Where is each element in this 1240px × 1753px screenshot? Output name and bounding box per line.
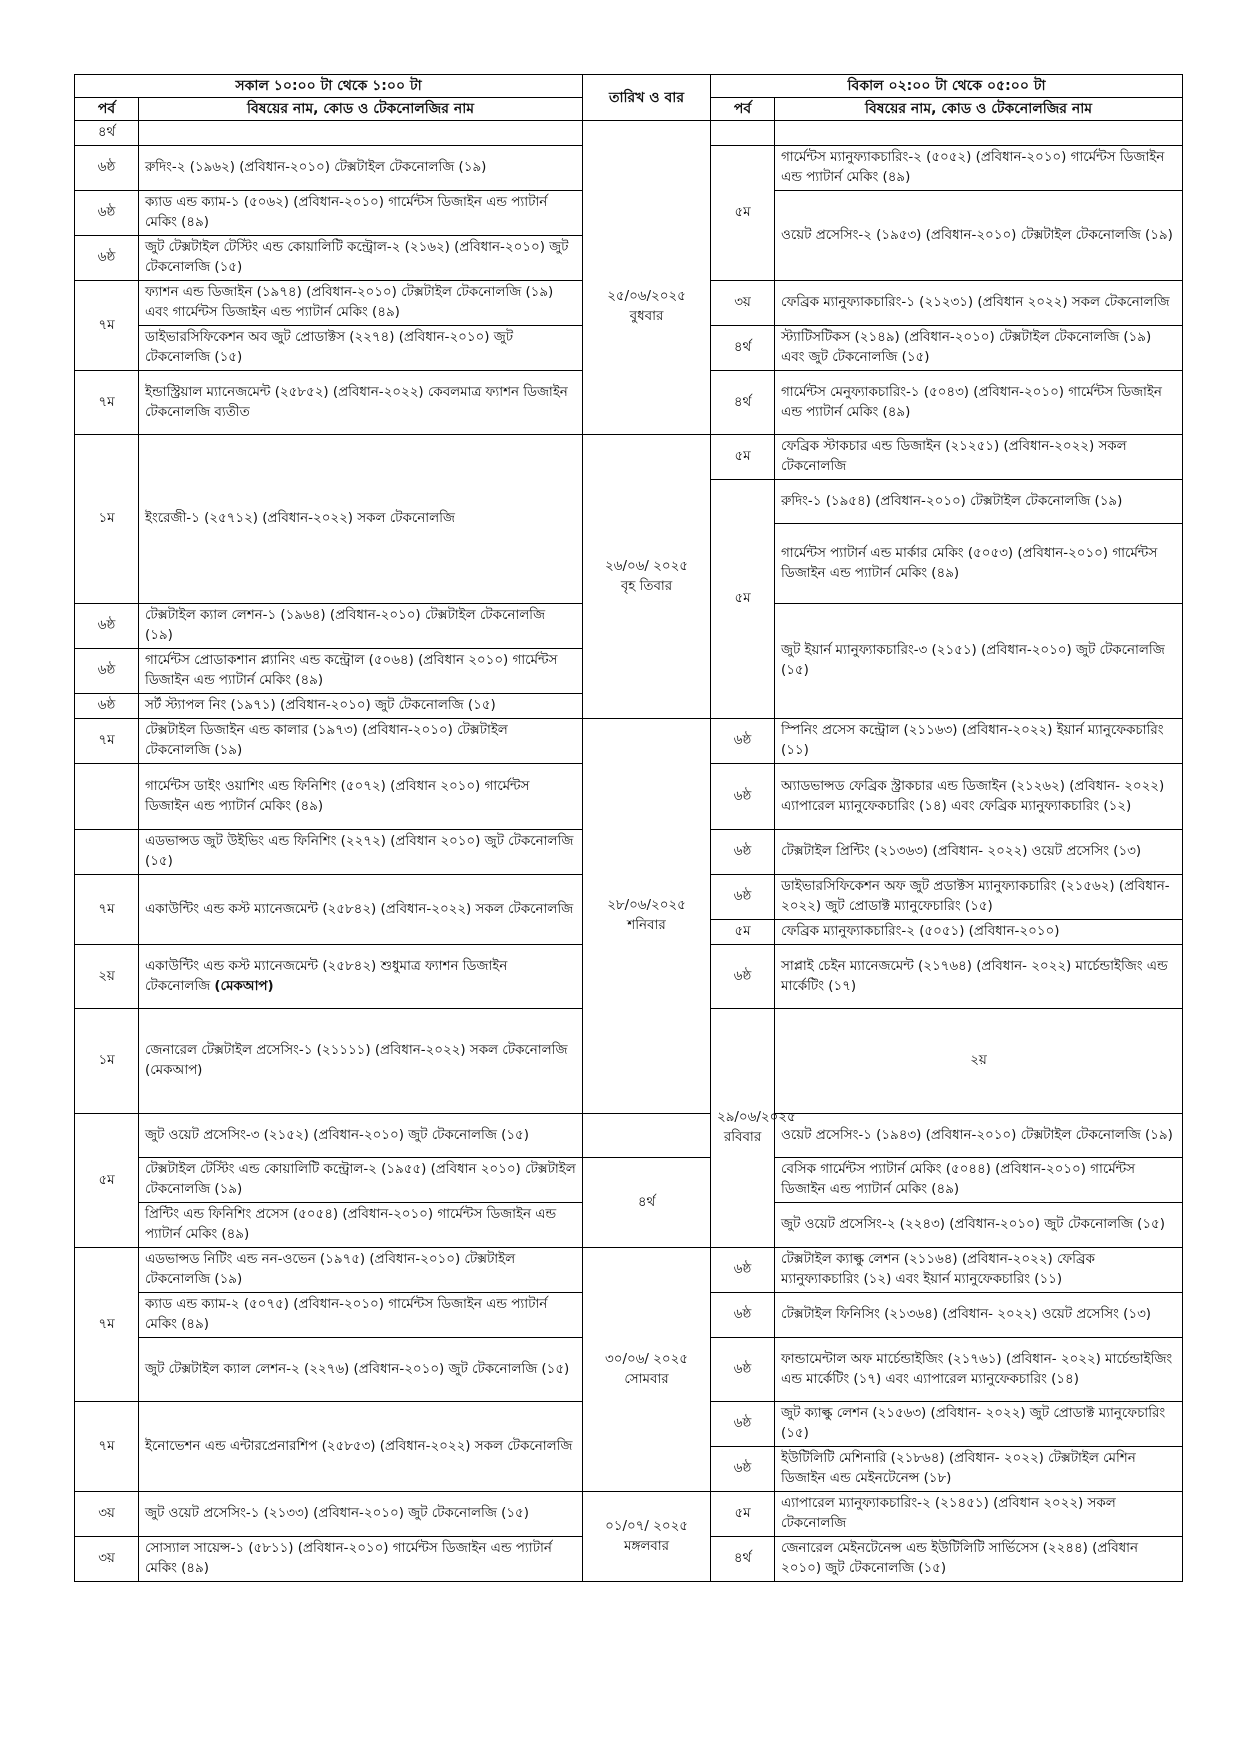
date-day-header: তারিখ ও বার (583, 75, 711, 121)
afternoon-subject: স্পিনিং প্রসেস কন্ট্রোল (২১১৬৩) (প্রবিধান-২০২২) ইয়ার্ন ম্যানুফেকচারিং (১১) (775, 719, 1183, 764)
afternoon-semester: ৪র্থ (711, 1537, 775, 1582)
afternoon-subject: বেসিক গার্মেন্টস প্যাটার্ন মেকিং (৫০৪৪) (প্রবিধান-২০১০) গার্মেন্টস ডিজাইন এন্ড প্যাটার্ন মেকিং (৪৯) (775, 1158, 1183, 1203)
morning-semester: ৫ম (75, 1114, 139, 1248)
afternoon-subject: সাপ্লাই চেইন ম্যানেজমেন্ট (২১৭৬৪) (প্রবিধান- ২০২২) মার্চেন্ডাইজিং এন্ড মার্কেটিং (১৭) (775, 945, 1183, 1009)
afternoon-subject: ওয়েট প্রসেসিং-২ (১৯৫৩) (প্রবিধান-২০১০) টেক্সটাইল টেকনোলজি (১৯) (775, 191, 1183, 281)
exam-date: ০১/০৭/ ২০২৫ মঙ্গলবার (583, 1492, 711, 1582)
afternoon-subject: গার্মেন্টস মেনুফ্যাকচারিং-১ (৫০৪৩) (প্রবিধান-২০১০) গার্মেন্টস ডিজাইন এন্ড প্যাটার্ন মেকিং (৪৯) (775, 371, 1183, 435)
afternoon-subject: টেক্সটাইল ফিনিসিং (২১৩৬৪) (প্রবিধান- ২০২২) ওয়েট প্রসেসিং (১৩) (775, 1293, 1183, 1338)
morning-subject: ইন্ডাস্ট্রিয়াল ম্যানেজমেন্ট (২৫৮৫২) (প্রবিধান-২০২২) কেবলমাত্র ফ্যাশন ডিজাইন টেকনোলজি ব্যতীত (139, 371, 583, 435)
semester-column-header: পর্ব (75, 98, 139, 121)
exam-date: ২৬/০৬/ ২০২৫ বৃহ তিবার (583, 435, 711, 719)
morning-subject: জুট টেক্সটাইল ক্যাল লেশন-২ (২২৭৬) (প্রবিধান-২০১০) জুট টেকনোলজি (১৫) (139, 1338, 583, 1402)
afternoon-semester: ৬ষ্ঠ (711, 1447, 775, 1492)
morning-semester (75, 830, 139, 875)
afternoon-semester: ৪র্থ (583, 1158, 711, 1248)
exam-date: ২৮/০৬/২০২৫ শনিবার (583, 719, 711, 1114)
morning-semester: ৭ম (75, 371, 139, 435)
schedule-row (75, 121, 1183, 146)
morning-subject (139, 121, 583, 146)
afternoon-semester: ৪র্থ (711, 326, 775, 371)
morning-subject: ক্যাড এন্ড ক্যাম-১ (৫০৬২) (প্রবিধান-২০১০) গার্মেন্টস ডিজাইন এন্ড প্যাটার্ন মেকিং (৪৯) (139, 191, 583, 236)
morning-semester: ৬ষ্ঠ (75, 236, 139, 281)
morning-subject: এডভান্সড জুট উইভিং এন্ড ফিনিশিং (২২৭২) (প্রবিধান ২০১০) জুট টেকনোলজি (১৫) (139, 830, 583, 875)
afternoon-semester (711, 121, 775, 146)
morning-semester: ৪র্থ (75, 121, 139, 146)
afternoon-semester: ৬ষ্ঠ (711, 1248, 775, 1293)
schedule-row (75, 1248, 1183, 1293)
morning-semester: ২য় (75, 945, 139, 1009)
exam-routine-page (74, 74, 1182, 1582)
afternoon-semester: ৫ম (711, 480, 775, 719)
morning-semester: ৭ম (75, 1248, 139, 1402)
afternoon-semester: ৬ষ্ঠ (711, 1402, 775, 1447)
morning-semester: ৬ষ্ঠ (75, 191, 139, 236)
morning-subject: এডভান্সড নিটিং এন্ড নন-ওভেন (১৯৭৫) (প্রবিধান-২০১০) টেক্সটাইল টেকনোলজি (১৯) (139, 1248, 583, 1293)
morning-subject: ডাইভারসিফিকেশন অব জুট প্রোডাক্টস (২২৭৪) (প্রবিধান-২০১০) জুট টেকনোলজি (১৫) (139, 326, 583, 371)
afternoon-semester: ৬ষ্ঠ (711, 830, 775, 875)
morning-subject: গার্মেন্টস প্রোডাকশান প্ল্যানিং এন্ড কন্ট্রোল (৫০৬৪) (প্রবিধান ২০১০) গার্মেন্টস ডিজাইন এন্ড প্যাটার্ন মেকিং (৪৯) (139, 649, 583, 694)
afternoon-semester: ৫ম (711, 146, 775, 281)
morning-semester: ১ম (75, 435, 139, 604)
afternoon-subject (775, 121, 1183, 146)
morning-subject: জুট টেক্সটাইল টেস্টিং এন্ড কোয়ালিটি কন্ট্রোল-২ (২১৬২) (প্রবিধান-২০১০) জুট টেকনোলজি (১৫) (139, 236, 583, 281)
schedule-row (75, 435, 1183, 480)
afternoon-semester: ৬ষ্ঠ (711, 945, 775, 1009)
afternoon-semester: ৬ষ্ঠ (711, 1293, 775, 1338)
header-row-time (75, 75, 1183, 98)
afternoon-subject: টেক্সটাইল ক্যাল্কু লেশন (২১১৬৪) (প্রবিধান-২০২২) ফেব্রিক ম্যানুফ্যাকচারিং (১২) এবং ইয়ার্ন ম্যানুফেকচারিং (১১) (775, 1248, 1183, 1293)
afternoon-subject: ওয়েট প্রসেসিং-১ (১৯৪৩) (প্রবিধান-২০১০) টেক্সটাইল টেকনোলজি (১৯) (775, 1114, 1183, 1158)
exam-schedule-table (74, 74, 1183, 1582)
morning-subject: ইনোভেশন এন্ড এন্টারপ্রেনারশিপ (২৫৮৫৩) (প্রবিধান-২০২২) সকল টেকনোলজি (139, 1402, 583, 1492)
afternoon-subject: ফেব্রিক ম্যানুফ্যাকচারিং-২ (৫০৫১) (প্রবিধান-২০১০) (775, 920, 1183, 945)
afternoon-subject: স্ট্যাটিসটিকস (২১৪৯) (প্রবিধান-২০১০) টেক্সটাইল টেকনোলজি (১৯) এবং জুট টেকনোলজি (১৫) (775, 326, 1183, 371)
morning-semester: ৬ষ্ঠ (75, 604, 139, 649)
schedule-row (75, 1158, 1183, 1203)
schedule-row (75, 1492, 1183, 1537)
morning-subject: প্রিন্টিং এন্ড ফিনিশিং প্রসেস (৫০৫৪) (প্রবিধান-২০১০) গার্মেন্টস ডিজাইন এন্ড প্যাটার্ন মেকিং (৪৯) (139, 1203, 583, 1248)
afternoon-subject: ডাইভারসিফিকেশন অফ জুট প্রডাক্টস ম্যানুফ্যাকচারিং (২১৫৬২) (প্রবিধান- ২০২২) জুট প্রোডাক্ট ম্যানুফেচারিং (১৫) (775, 875, 1183, 920)
morning-subject: জেনারেল টেক্সটাইল প্রসেসিং-১ (২১১১১) (প্রবিধান-২০২২) সকল টেকনোলজি (মেকআপ) (139, 1009, 583, 1114)
morning-subject: সর্ট স্ট্যাপল নিং (১৯৭১) (প্রবিধান-২০১০) জুট টেকনোলজি (১৫) (139, 694, 583, 719)
morning-subject: ইংরেজী-১ (২৫৭১২) (প্রবিধান-২০২২) সকল টেকনোলজি (139, 435, 583, 604)
afternoon-semester: ৫ম (711, 1492, 775, 1537)
afternoon-subject: ফেব্রিক ম্যানুফ্যাকচারিং-১ (২১২৩১) (প্রবিধান ২০২২) সকল টেকনোলজি (775, 281, 1183, 326)
afternoon-subject: গার্মেন্টস প্যাটার্ন এন্ড মার্কার মেকিং (৫০৫৩) (প্রবিধান-২০১০) গার্মেন্টস ডিজাইন এন্ড প্যাটার্ন মেকিং (৪৯) (775, 524, 1183, 604)
morning-subject: একাউন্টিং এন্ড কস্ট ম্যানেজমেন্ট (২৫৮৪২) শুধুমাত্র ফ্যাশন ডিজাইন টেকনোলজি (মেকআপ) (139, 945, 583, 1009)
morning-semester: ৬ষ্ঠ (75, 694, 139, 719)
morning-subject: ক্যাড এন্ড ক্যাম-২ (৫০৭৫) (প্রবিধান-২০১০) গার্মেন্টস ডিজাইন এন্ড প্যাটার্ন মেকিং (৪৯) (139, 1293, 583, 1338)
schedule-row (75, 719, 1183, 764)
morning-semester: ৭ম (75, 1402, 139, 1492)
morning-semester (75, 764, 139, 830)
afternoon-subject: এ্যাপারেল ম্যানুফ্যাকচারিং-২ (২১৪৫১) (প্রবিধান ২০২২) সকল টেকনোলজি (775, 1492, 1183, 1537)
morning-subject: টেক্সটাইল ক্যাল লেশন-১ (১৯৬৪) (প্রবিধান-২০১০) টেক্সটাইল টেকনোলজি (১৯) (139, 604, 583, 649)
exam-date: ২৯/০৬/২০২৫ রবিবার (711, 1009, 775, 1248)
afternoon-subject: ফেব্রিক স্টাকচার এন্ড ডিজাইন (২১২৫১) (প্রবিধান-২০২২) সকল টেকনোলজি (775, 435, 1183, 480)
afternoon-semester (583, 1114, 711, 1158)
morning-semester: ৭ম (75, 875, 139, 945)
morning-subject: গার্মেন্টস ডাইং ওয়াশিং এন্ড ফিনিশিং (৫০৭২) (প্রবিধান ২০১০) গার্মেন্টস ডিজাইন এন্ড প্যাটার্ন মেকিং (৪৯) (139, 764, 583, 830)
afternoon-semester: ২য় (775, 1009, 1183, 1114)
morning-semester: ৬ষ্ঠ (75, 146, 139, 191)
afternoon-semester: ৩য় (711, 281, 775, 326)
afternoon-session-header: বিকাল ০২:০০ টা থেকে ০৫:০০ টা (711, 75, 1183, 98)
morning-subject: জুট ওয়েট প্রসেসিং-৩ (২১৫২) (প্রবিধান-২০১০) জুট টেকনোলজি (১৫) (139, 1114, 583, 1158)
afternoon-subject: গার্মেন্টস ম্যানুফ্যাকচারিং-২ (৫০৫২) (প্রবিধান-২০১০) গার্মেন্টস ডিজাইন এন্ড প্যাটার্ন মেকিং (৪৯) (775, 146, 1183, 191)
afternoon-semester: ৬ষ্ঠ (711, 1338, 775, 1402)
morning-semester: ৭ম (75, 281, 139, 371)
afternoon-subject: ফান্ডামেন্টাল অফ মার্চেন্ডাইজিং (২১৭৬১) (প্রবিধান- ২০২২) মার্চেন্ডাইজিং এন্ড মার্কেটিং (১৭) এবং এ্যাপারেল ম্যানুফেকচারিং (১৪) (775, 1338, 1183, 1402)
makeup-label: (মেকআপ) (214, 978, 274, 994)
morning-semester: ৬ষ্ঠ (75, 649, 139, 694)
afternoon-subject: টেক্সটাইল প্রিন্টিং (২১৩৬৩) (প্রবিধান- ২০২২) ওয়েট প্রসেসিং (১৩) (775, 830, 1183, 875)
afternoon-semester: ৬ষ্ঠ (711, 764, 775, 830)
morning-subject: টেক্সটাইল ডিজাইন এন্ড কালার (১৯৭৩) (প্রবিধান-২০১০) টেক্সটাইল টেকনোলজি (১৯) (139, 719, 583, 764)
morning-semester: ৩য় (75, 1492, 139, 1537)
subject-column-header: বিষয়ের নাম, কোড ও টেকনোলজির নাম (775, 98, 1183, 121)
afternoon-semester: ৫ম (711, 435, 775, 480)
afternoon-subject: জেনারেল মেইনটেনেন্স এন্ড ইউটিলিটি সার্ভিসেস (২২৪৪) (প্রবিধান ২০১০) জুট টেকনোলজি (১৫) (775, 1537, 1183, 1582)
afternoon-semester: ৬ষ্ঠ (711, 875, 775, 920)
afternoon-subject: রুদিং-১ (১৯৫৪) (প্রবিধান-২০১০) টেক্সটাইল টেকনোলজি (১৯) (775, 480, 1183, 524)
afternoon-semester: ৫ম (711, 920, 775, 945)
afternoon-subject: জুট ইয়ার্ন ম্যানুফ্যাকচারিং-৩ (২১৫১) (প্রবিধান-২০১০) জুট টেকনোলজি (১৫) (775, 604, 1183, 719)
afternoon-subject: জুট ক্যাল্কু লেশন (২১৫৬৩) (প্রবিধান- ২০২২) জুট প্রোডাক্ট ম্যানুফেচারিং (১৫) (775, 1402, 1183, 1447)
afternoon-subject: ইউটিলিটি মেশিনারি (২১৮৬৪) (প্রবিধান- ২০২২) টেক্সটাইল মেশিন ডিজাইন এন্ড মেইনটেনেন্স (১৮) (775, 1447, 1183, 1492)
morning-session-header: সকাল ১০:০০ টা থেকে ১:০০ টা (75, 75, 583, 98)
morning-semester: ৩য় (75, 1537, 139, 1582)
afternoon-semester: ৬ষ্ঠ (711, 719, 775, 764)
morning-subject: ফ্যাশন এন্ড ডিজাইন (১৯৭৪) (প্রবিধান-২০১০) টেক্সটাইল টেকনোলজি (১৯) এবং গার্মেন্টস ডিজাইন এন্ড প্যাটার্ন মেকিং (৪৯) (139, 281, 583, 326)
afternoon-semester: ৪র্থ (711, 371, 775, 435)
exam-date: ৩০/০৬/ ২০২৫ সোমবার (583, 1248, 711, 1492)
afternoon-subject: অ্যাডভান্সড ফেব্রিক স্ট্রাকচার এন্ড ডিজাইন (২১২৬২) (প্রবিধান- ২০২২) এ্যাপারেল ম্যানুফেকচারিং (১৪) এবং ফেব্রিক ম্যানুফ্যাকচারিং (১২) (775, 764, 1183, 830)
morning-subject: রুদিং-২ (১৯৬২) (প্রবিধান-২০১০) টেক্সটাইল টেকনোলজি (১৯) (139, 146, 583, 191)
morning-subject: সোস্যাল সায়েন্স-১ (৫৮১১) (প্রবিধান-২০১০) গার্মেন্টস ডিজাইন এন্ড প্যাটার্ন মেকিং (৪৯) (139, 1537, 583, 1582)
subject-column-header: বিষয়ের নাম, কোড ও টেকনোলজির নাম (139, 98, 583, 121)
morning-subject: টেক্সটাইল টেস্টিং এন্ড কোয়ালিটি কন্ট্রোল-২ (১৯৫৫) (প্রবিধান ২০১০) টেক্সটাইল টেকনোলজি (১৯) (139, 1158, 583, 1203)
afternoon-subject: জুট ওয়েট প্রসেসিং-২ (২২৪৩) (প্রবিধান-২০১০) জুট টেকনোলজি (১৫) (775, 1203, 1183, 1248)
morning-subject: জুট ওয়েট প্রসেসিং-১ (২১৩৩) (প্রবিধান-২০১০) জুট টেকনোলজি (১৫) (139, 1492, 583, 1537)
morning-subject: একাউন্টিং এন্ড কস্ট ম্যানেজমেন্ট (২৫৮৪২) (প্রবিধান-২০২২) সকল টেকনোলজি (139, 875, 583, 945)
schedule-row (75, 1114, 1183, 1158)
exam-date: ২৫/০৬/২০২৫ বুধবার (583, 121, 711, 435)
morning-semester: ১ম (75, 1009, 139, 1114)
morning-semester: ৭ম (75, 719, 139, 764)
semester-column-header: পর্ব (711, 98, 775, 121)
